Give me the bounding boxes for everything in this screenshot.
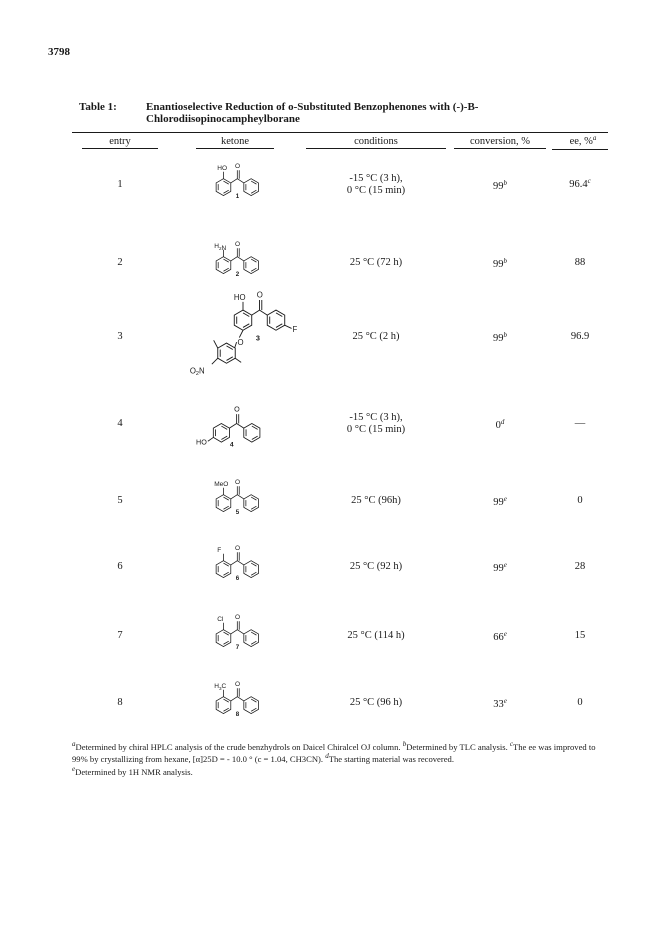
footnote-e-mark: e [72,764,76,773]
ketone-structure-4 [188,404,270,448]
table-caption-title: Enantioselective Reduction of o-Substituted Benzophenones with (-)-B-Chlorodiisopinocampheylborane [146,101,479,125]
cell-ee [550,179,610,191]
cell-entry: 2 [117,257,123,268]
conversion-footnote-mark: e [503,495,507,503]
header-ee [553,136,613,147]
cell-entry: 4 [117,418,123,429]
footnotes-block [72,741,612,778]
ether-oxygen-label: O [237,337,244,347]
cell-conversion [470,333,530,345]
conditions-line-1: 25 °C (96 h) [349,697,403,708]
compound-number: 1 [235,192,240,200]
cell-conditions [306,331,446,343]
footnote-a-mark: a [72,740,76,748]
conversion-value: 99 [493,181,504,192]
ketone-structure-6 [200,543,270,583]
header-underline-conditions [306,148,446,149]
cell-conditions [306,495,446,507]
cell-entry: 8 [117,697,123,708]
ketone-structure [200,679,270,724]
conversion-footnote-mark: d [500,418,505,426]
substituent-label: Cl [217,616,224,624]
ee-value: 88 [574,257,586,268]
table-caption-label: Table 1: [79,101,117,113]
cell-ee [550,257,610,269]
conditions-line-1: 25 °C (72 h) [349,257,403,268]
conditions-line-2: 0 °C (15 min) [346,424,406,435]
substituent-label: F [217,547,222,555]
page-number: 3798 [48,46,70,58]
conversion-value: 33 [493,699,504,710]
conversion-footnote-mark: b [503,179,507,187]
carbonyl-oxygen-label: O [235,162,241,170]
footnote-c-mark: c [509,740,513,748]
cell-ee [550,561,610,573]
compound-number: 8 [235,710,240,718]
ee-value: 96.9 [570,331,590,342]
cell-conditions [306,561,446,573]
conditions-line-1: 25 °C (114 h) [347,630,405,641]
footnote-b: Determined by TLC analysis. [406,742,508,752]
conditions-line-1: -15 °C (3 h), [349,412,403,423]
cell-conversion [470,497,530,509]
carbonyl-oxygen-label: O [235,544,241,552]
header-underline-entry [82,148,158,149]
cell-ee [550,331,610,343]
conditions-line-1: -15 °C (3 h), [349,173,403,184]
cell-conversion [470,563,530,575]
ketone-structure [200,239,270,284]
conversion-footnote-mark: e [503,561,507,569]
nitro-label: $O_2N$ [189,366,205,378]
ketone-structure-8 [200,679,270,719]
ee-value: 15 [574,630,586,641]
cell-conditions [306,173,446,197]
carbonyl-oxygen-label: O [235,613,241,621]
cell-entry: 7 [117,630,123,641]
conditions-line-1: 25 °C (96h) [351,495,401,506]
ketone-structure-3 [188,287,298,379]
header-ketone: ketone [221,136,249,147]
ketone-structure [200,543,270,588]
cell-conditions [306,697,446,709]
substituent-label: HO [233,293,246,302]
header-conversion: conversion, % [469,136,531,147]
conversion-footnote-mark: e [503,697,507,705]
carbonyl-oxygen-label: O [234,404,240,414]
header-entry: entry [109,136,131,147]
conversion-footnote-mark: e [503,630,507,638]
cell-conversion [470,632,530,644]
ketone-structure [200,161,270,206]
cell-entry: 3 [117,331,123,342]
ketone-structure-5 [200,477,270,517]
footnote-c: The ee was improved to 99% by crystallizing from hexane, [α]25D = - 10.0 ° (c = 1.04, CH3CN). [72,742,596,765]
cell-entry: 1 [117,179,123,190]
conditions-line-1: 25 °C (92 h) [349,561,403,572]
carbonyl-oxygen-label: O [235,478,241,486]
ee-value: 0 [577,697,583,708]
conversion-value: 99 [493,563,504,574]
ketone-structure [188,287,298,384]
ketone-structure-2 [200,239,270,279]
ketone-structure [188,404,270,453]
header-underline-conversion [454,148,546,149]
cell-conversion [470,181,530,193]
compound-number: 7 [235,643,240,651]
cell-entry: 5 [117,495,123,506]
table-footnotes [72,741,612,778]
substituent-label: $H_3C$ [214,683,227,691]
cell-conversion [470,420,530,432]
footnote-b-mark: b [402,740,407,748]
cell-ee [550,697,610,709]
ketone-structure [200,477,270,522]
substituent-label: $H_2N$ [214,243,227,252]
conversion-footnote-mark: b [503,257,507,265]
ee-value: 96.4 [569,179,588,190]
conversion-value: 66 [493,632,504,643]
cell-conditions [306,257,446,269]
header-underline-ketone [196,148,274,149]
ketone-structure-7 [200,612,270,652]
cell-entry: 6 [117,561,123,572]
carbonyl-oxygen-label: O [235,240,241,248]
conversion-value: 99 [493,333,504,344]
conversion-value: 99 [493,259,504,270]
carbonyl-oxygen-label: O [235,680,241,688]
compound-number: 2 [235,270,240,278]
carbonyl-oxygen-label: O [256,290,263,300]
compound-number: 6 [235,574,240,582]
header-ee-footnote-mark: a [592,134,597,142]
ee-value: 0 [577,495,583,506]
fluoro-label: F [292,325,298,335]
compound-number: 3 [255,333,260,343]
cell-conditions [306,412,446,436]
footnote-e: Determined by 1H NMR analysis. [75,766,193,777]
ketone-structure [200,612,270,657]
cell-ee [550,630,610,642]
header-underline-ee [552,149,608,150]
ee-value: — [574,418,586,429]
substituent-label: HO [196,437,207,447]
ee-footnote-mark: c [587,177,591,185]
cell-conversion [470,259,530,271]
conversion-value: 0 [495,420,501,431]
compound-number: 5 [235,508,240,516]
footnote-a: Determined by chiral HPLC analysis of the crude benzhydrols on Daicel Chiralcel OJ column. [75,742,401,752]
cell-ee [550,495,610,507]
ee-value: 28 [574,561,586,572]
cell-ee [550,418,610,430]
header-ee-label: ee, % [569,136,593,147]
conversion-footnote-mark: b [503,331,507,339]
conversion-value: 99 [493,497,504,508]
header-conditions: conditions [354,136,398,147]
footnote-d: The starting material was recovered. [328,754,454,765]
cell-conversion [470,699,530,711]
table-top-rule [72,132,608,133]
substituent-label: HO [217,165,228,173]
footnote-d-mark: d [325,752,329,761]
ketone-structure-1 [200,161,270,201]
substituent-label: MeO [214,481,229,489]
cell-conditions [306,630,446,642]
conditions-line-2: 0 °C (15 min) [346,185,406,196]
compound-number: 4 [229,441,234,449]
conditions-line-1: 25 °C (2 h) [352,331,400,342]
